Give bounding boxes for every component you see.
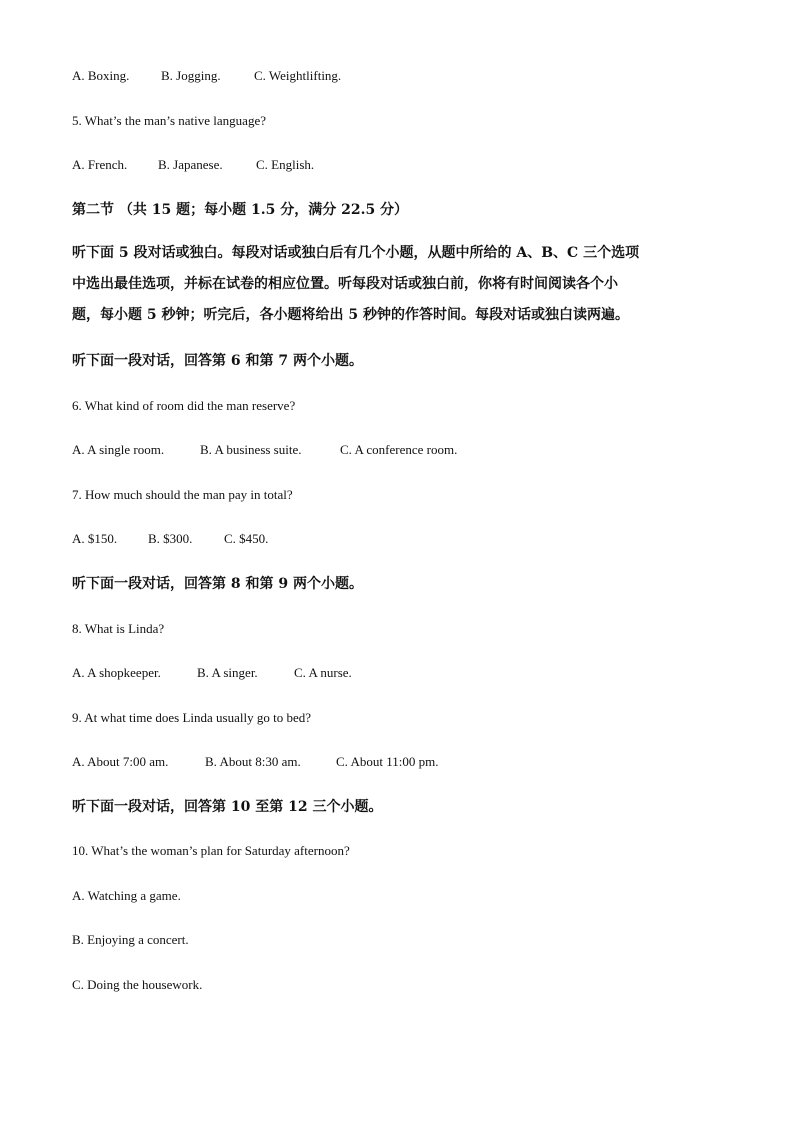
q9-option-b: B. About 8:30 am. [205,754,301,769]
q5-question: 5. What’s the man’s native language? [72,113,266,128]
q5-option-c: C. English. [256,157,315,172]
instruction-line-3: 题，每小题 5 秒钟；听完后，各小题将给出 5 秒钟的作答时间。每段对话或独白读两遍。 [72,307,629,323]
instruction-line-2: 中选出最佳选项，并标在试卷的相应位置。听每段对话或独白前，你将有时间阅读各个小 [72,276,618,292]
q6-options [72,442,457,458]
section2-title: 第二节 （共 15 题；每小题 1.5 分，满分 22.5 分） [72,202,409,218]
q9-options [72,754,438,770]
q8-options [72,665,352,681]
q9-option-c: C. About 11:00 pm. [336,754,439,769]
q6-option-a: A. A single room. [72,442,165,457]
q6-option-b: B. A business suite. [200,442,302,457]
group3-heading: 听下面一段对话，回答第 10 至第 12 三个小题。 [72,799,383,815]
q9-question: 9. At what time does Linda usually go to bed? [72,710,312,725]
q10-question: 10. What’s the woman’s plan for Saturday afternoon? [72,843,350,858]
instruction-line-1: 听下面 5 段对话或独白。每段对话或独白后有几个小题，从题中所给的 A、B、C 三个选项 [72,245,640,261]
q10-option-c: C. Doing the housework. [72,977,203,992]
q7-option-b: B. $300. [148,531,193,546]
q10-option-b: B. Enjoying a concert. [72,932,189,947]
q4-option-c: C. Weightlifting. [254,68,342,83]
q10-option-a: A. Watching a game. [72,888,181,903]
q9-option-a: A. About 7:00 am. [72,754,169,769]
group2-heading: 听下面一段对话，回答第 8 和第 9 两个小题。 [72,576,363,592]
q5-option-a: A. French. [72,157,128,172]
q4-options [72,68,341,84]
q4-option-b: B. Jogging. [161,68,221,83]
group1-heading: 听下面一段对话，回答第 6 和第 7 两个小题。 [72,353,363,369]
q8-option-b: B. A singer. [197,665,258,680]
q7-option-c: C. $450. [224,531,269,546]
q8-option-a: A. A shopkeeper. [72,665,161,680]
q8-option-c: C. A nurse. [294,665,352,680]
q8-question: 8. What is Linda? [72,621,165,636]
q7-options [72,531,268,547]
q6-option-c: C. A conference room. [340,442,458,457]
q7-option-a: A. $150. [72,531,118,546]
q5-option-b: B. Japanese. [158,157,223,172]
q7-question: 7. How much should the man pay in total? [72,487,293,502]
q6-question: 6. What kind of room did the man reserve? [72,398,296,413]
q5-options [72,157,314,173]
section2-instructions [72,238,724,331]
q4-option-a: A. Boxing. [72,68,130,83]
